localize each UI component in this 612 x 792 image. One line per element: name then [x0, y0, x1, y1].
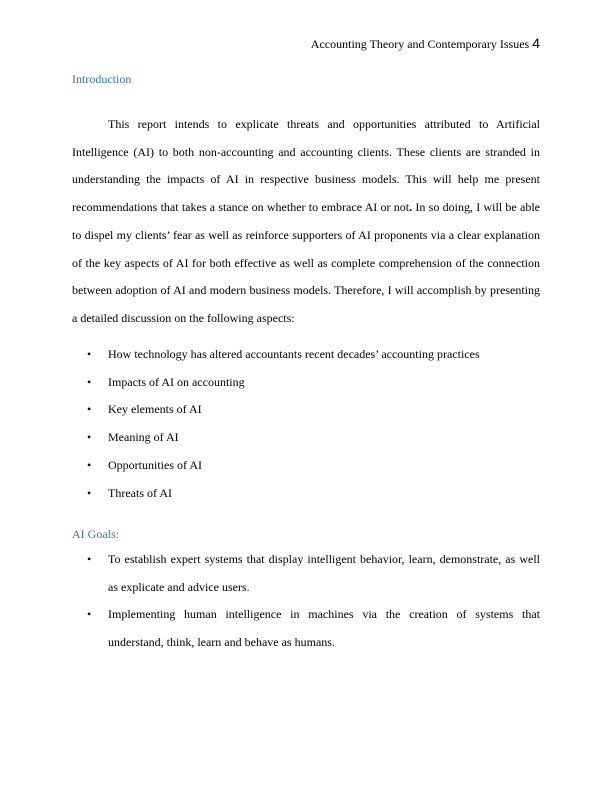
list-item: • To establish expert systems that display intelligent behavior, learn, demonstrate, as well as explicate and advice users.: [72, 546, 540, 601]
page-number: 4: [532, 35, 540, 51]
list-item: • Key elements of AI: [72, 396, 540, 424]
list-item: • How technology has altered accountants recent decades’ accounting practices: [72, 341, 540, 369]
bullet-icon: •: [87, 607, 92, 622]
list-item: • Threats of AI: [72, 480, 540, 508]
paragraph-text-2: In so doing, I will be able to dispel my clients’ fear as well as reinforce supporters of AI proponents via a clear explanation of the key aspects of AI for both effective as well as complete comprehension of the connection between adoption of AI and modern business models. Therefore, I will accomplish by presenting a detailed discussion on the following aspects:: [72, 200, 540, 325]
introduction-paragraph: [72, 111, 540, 333]
introduction-heading: Introduction: [72, 72, 132, 86]
ai-goals-list: [72, 546, 540, 657]
bullet-icon: •: [87, 430, 92, 445]
bullet-icon: •: [87, 374, 92, 389]
bullet-icon: •: [87, 457, 92, 472]
bullet-icon: •: [87, 347, 92, 361]
bullet-icon: •: [87, 402, 92, 417]
aspects-list: [72, 341, 540, 507]
header-title: Accounting Theory and Contemporary Issues: [310, 37, 530, 51]
list-item: • Meaning of AI: [72, 424, 540, 452]
running-header: [311, 35, 540, 52]
paragraph-text-1: This report intends to explicate threats and opportunities attributed to Artificial Intelligence (AI) to both non-accounting and accounting clients. These clients are stranded in understanding the impacts of AI in respective business models. This will help me present recommendations that takes a stance on whether to embrace AI or not: [72, 117, 540, 215]
ai-goals-heading: AI Goals:: [72, 527, 119, 541]
bullet-icon: •: [87, 485, 92, 500]
paragraph-bold-period: .: [409, 200, 413, 215]
list-item: • Opportunities of AI: [72, 452, 540, 480]
list-item: • Implementing human intelligence in machines via the creation of systems that understand, think, learn and behave as humans.: [72, 601, 540, 656]
list-item: • Impacts of AI on accounting: [72, 369, 540, 397]
bullet-icon: •: [87, 552, 92, 566]
